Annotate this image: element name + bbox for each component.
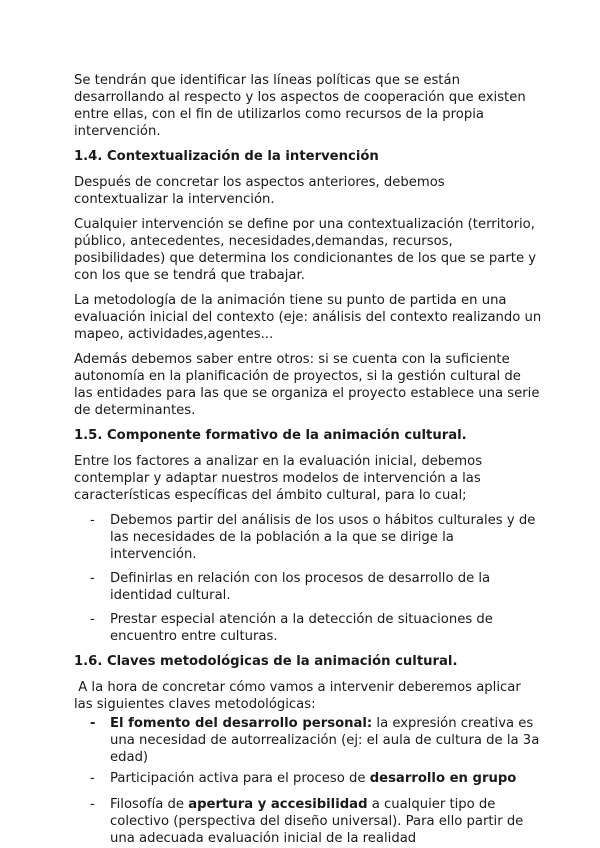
section-1-4-paragraph-3: La metodología de la animación tiene su punto de partida en una evaluación inicial del contexto (eje: análisis del contexto realizando un mapeo, actividades,agentes... xyxy=(74,293,542,342)
list-item xyxy=(74,770,542,787)
list-item xyxy=(74,611,542,645)
list-item-text: Prestar especial atención a la detección de situaciones de encuentro entre culturas. xyxy=(110,612,493,644)
dash-bullet: - xyxy=(90,771,95,786)
section-1-5-paragraph-1: Entre los factores a analizar en la evaluación inicial, debemos contemplar y adaptar nuestros modelos de intervención a las características específicas del ámbito cultural, para lo cual; xyxy=(74,454,483,503)
list-item-bold-text: desarrollo en grupo xyxy=(369,771,517,786)
list-item-text: Filosofía de xyxy=(110,797,189,812)
section-1-6-heading: 1.6. Claves metodológicas de la animación cultural. xyxy=(74,654,458,669)
list-item-bold-text: apertura y accesibilidad xyxy=(188,797,368,812)
list-item xyxy=(74,512,542,563)
dash-bullet: - xyxy=(90,571,95,586)
section-1-6-list xyxy=(74,715,542,847)
list-item xyxy=(74,796,542,847)
intro-paragraph: Se tendrán que identificar las líneas políticas que se están desarrollando al respecto y los aspectos de cooperación que existen entre ellas, con el fin de utilizarlos como recursos de la propia intervención. xyxy=(74,73,526,139)
list-item-text: Definirlas en relación con los procesos de desarrollo de la identidad cultural. xyxy=(110,571,491,603)
list-item-bold-text: El fomento del desarrollo personal: xyxy=(110,716,373,731)
section-1-4-paragraph-4: Además debemos saber entre otros: si se cuenta con la suficiente autonomía en la planificación de proyectos, si la gestión cultural de las entidades para las que se organiza el proyecto establece una serie de determinantes. xyxy=(74,352,540,418)
list-item xyxy=(74,570,542,604)
dash-bullet: - xyxy=(90,797,95,812)
dash-bullet: - xyxy=(90,612,95,627)
list-item-text: Debemos partir del análisis de los usos o hábitos culturales y de las necesidades de la población a la que se dirige la intervención. xyxy=(110,513,536,562)
section-1-4-paragraph-1: Después de concretar los aspectos anteriores, debemos contextualizar la intervención. xyxy=(74,175,445,207)
section-1-4-heading: 1.4. Contextualización de la intervención xyxy=(74,149,379,164)
dash-bullet: - xyxy=(90,513,95,528)
section-1-4-paragraph-2: Cualquier intervención se define por una contextualización (territorio, público, antecedentes, necesidades,demandas, recursos, posibilidades) que determina los condicionantes de los que se parte y con los que se tendrá que trabajar. xyxy=(74,217,537,283)
list-item xyxy=(74,715,542,766)
dash-bullet: - xyxy=(90,716,96,731)
list-item-text: la expresión creativa es una necesidad de autorrealización (ej: el aula de cultura de la 3a edad) xyxy=(110,716,540,765)
section-1-5-list xyxy=(74,512,542,645)
section-1-5-heading: 1.5. Componente formativo de la animación cultural. xyxy=(74,428,467,443)
section-1-6-paragraph-1: A la hora de concretar cómo vamos a intervenir deberemos aplicar las siguientes claves metodológicas: xyxy=(74,680,525,712)
list-item-text: a cualquier tipo de colectivo (perspectiva del diseño universal). Para ello partir de una adecuada evaluación inicial de la realidad xyxy=(110,797,524,846)
list-item-text: Participación activa para el proceso de xyxy=(110,771,370,786)
